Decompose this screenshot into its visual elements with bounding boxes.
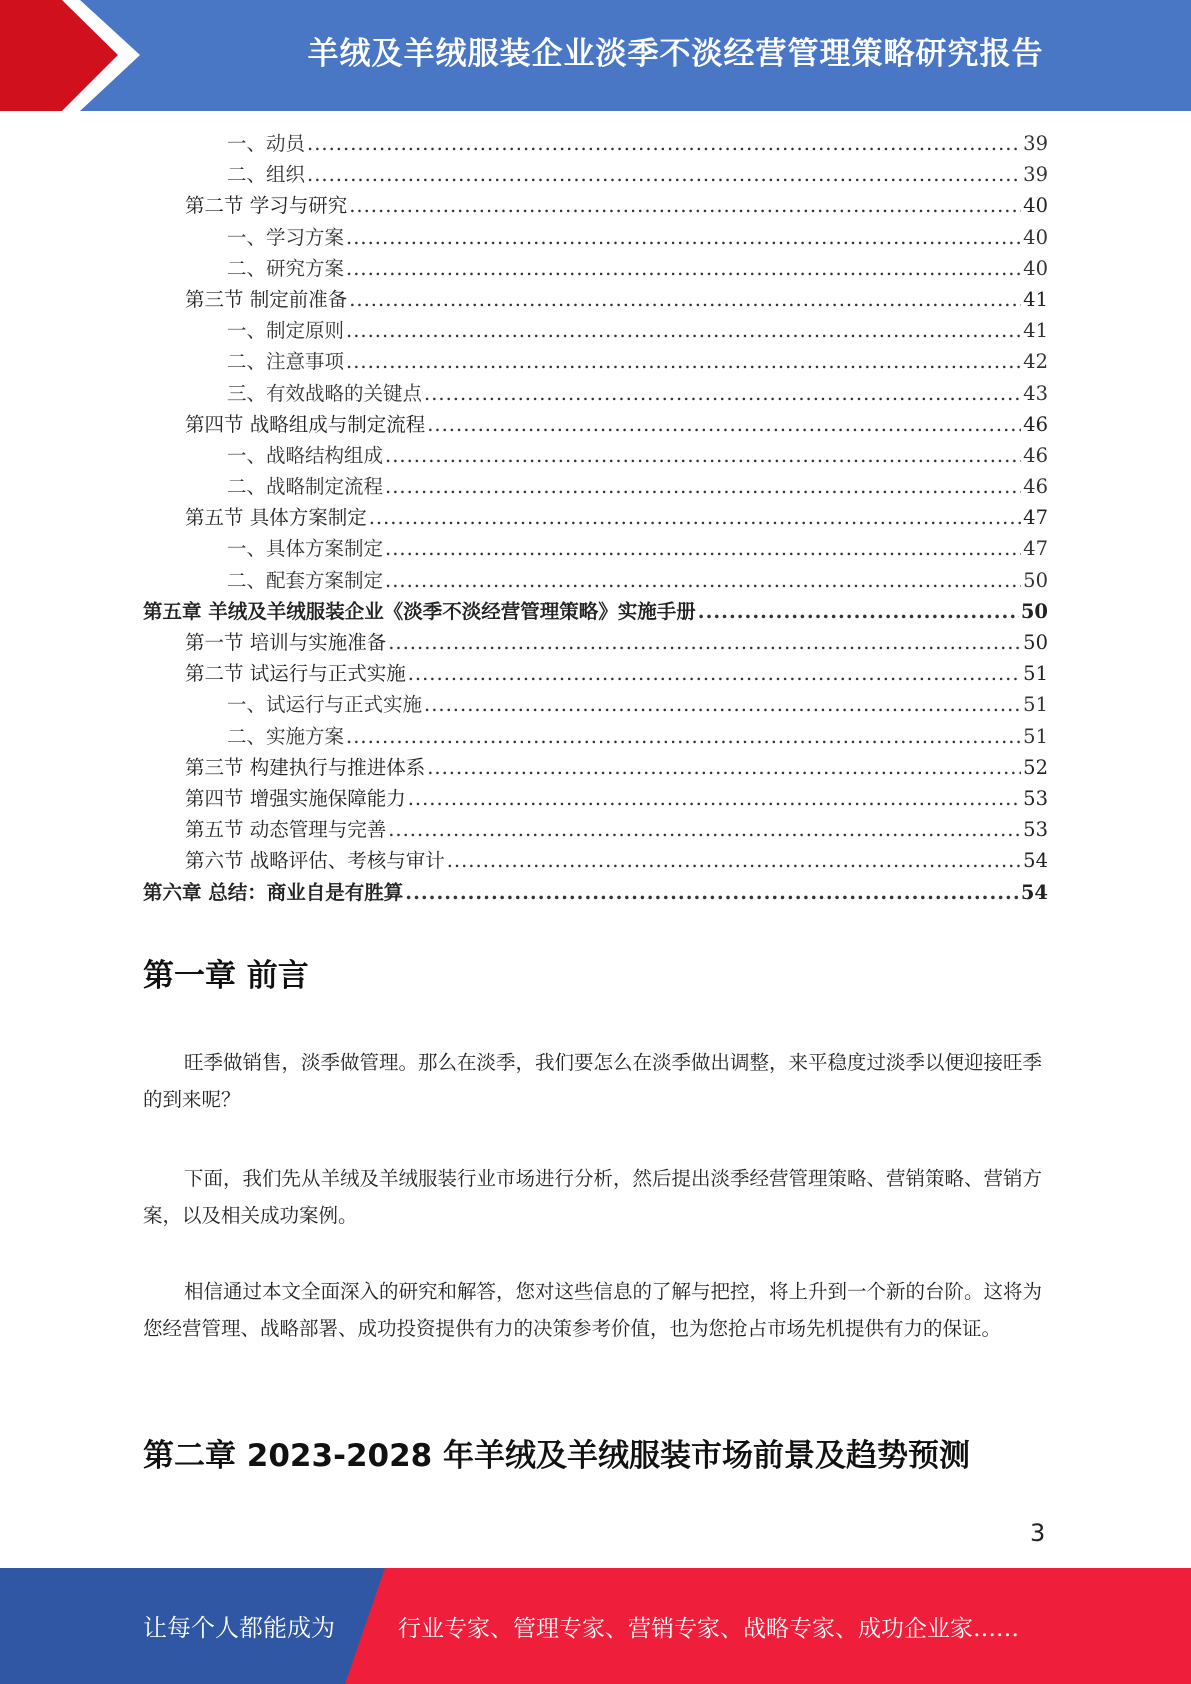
toc-entry-label: 第二节 试运行与正式实施: [185, 662, 406, 686]
toc-entry-label: 二、注意事项: [227, 350, 345, 374]
footer-slogan-left: 让每个人都能成为: [143, 1614, 335, 1642]
chapter-1-paragraph-1: 旺季做销售，淡季做管理。那么在淡季，我们要怎么在淡季做出调整，来平稳度过淡季以便迎接旺季的到来呢？: [143, 1051, 1043, 1111]
toc-dot-leader: [307, 159, 1021, 190]
toc-entry-page-number: 40: [1023, 256, 1048, 280]
toc-dot-leader: [346, 222, 1021, 253]
toc-entry-label: 第三节 构建执行与推进体系: [185, 755, 426, 779]
toc-dot-leader: [424, 378, 1021, 409]
toc-entry-label: 二、实施方案: [227, 724, 345, 748]
toc-dot-leader: [385, 533, 1021, 564]
toc-entry[interactable]: [143, 845, 1048, 876]
toc-entry-label: 第四节 战略组成与制定流程: [185, 412, 426, 436]
toc-entry-page-number: 51: [1023, 724, 1048, 748]
toc-dot-leader: [427, 752, 1021, 783]
toc-entry-page-number: 50: [1023, 568, 1048, 592]
header-red-chevron-icon: [0, 0, 160, 111]
toc-entry[interactable]: [143, 440, 1048, 471]
toc-dot-leader: [349, 190, 1021, 221]
toc-entry-page-number: 39: [1023, 163, 1048, 187]
toc-entry-page-number: 52: [1023, 755, 1048, 779]
toc-entry-label: 二、配套方案制定: [227, 568, 384, 592]
toc-entry-page-number: 51: [1023, 662, 1048, 686]
toc-entry[interactable]: [143, 627, 1048, 658]
toc-dot-leader: [346, 253, 1021, 284]
toc-dot-leader: [349, 284, 1021, 315]
toc-dot-leader: [388, 627, 1021, 658]
toc-entry-label: 第六章 总结：商业自是有胜算: [143, 880, 404, 904]
toc-dot-leader: [408, 658, 1021, 689]
toc-dot-leader: [427, 409, 1021, 440]
toc-entry-label: 一、学习方案: [227, 225, 345, 249]
toc-entry-page-number: 51: [1023, 693, 1048, 717]
toc-dot-leader: [346, 721, 1021, 752]
toc-entry[interactable]: [143, 752, 1048, 783]
toc-entry[interactable]: [143, 596, 1048, 627]
toc-entry-page-number: 39: [1023, 132, 1048, 155]
toc-dot-leader: [307, 128, 1021, 159]
toc-entry-label: 第二节 学习与研究: [185, 194, 348, 218]
toc-entry[interactable]: [143, 222, 1048, 253]
toc-entry-label: 第四节 增强实施保障能力: [185, 786, 406, 810]
toc-entry-page-number: 41: [1023, 319, 1048, 343]
toc-entry[interactable]: [143, 814, 1048, 845]
toc-entry-label: 一、制定原则: [227, 319, 345, 343]
toc-dot-leader: [698, 596, 1019, 627]
toc-entry-label: 二、研究方案: [227, 256, 345, 280]
toc-entry[interactable]: [143, 471, 1048, 502]
toc-dot-leader: [346, 346, 1021, 377]
toc-entry-label: 第三节 制定前准备: [185, 287, 348, 311]
toc-entry[interactable]: [143, 409, 1048, 440]
toc-entry-page-number: 54: [1020, 880, 1048, 904]
chapter-1-paragraph-3: 相信通过本文全面深入的研究和解答，您对这些信息的了解与把控，将上升到一个新的台阶。这将为您经营管理、战略部署、成功投资提供有力的决策参考价值，也为您抢占市场先机提供有力的保证。: [143, 1280, 1043, 1340]
toc-dot-leader: [408, 783, 1021, 814]
toc-entry[interactable]: [143, 877, 1048, 908]
toc-dot-leader: [385, 440, 1021, 471]
toc-entry-page-number: 43: [1023, 381, 1048, 405]
toc-entry[interactable]: [143, 658, 1048, 689]
toc-entry[interactable]: [143, 565, 1048, 596]
toc-dot-leader: [388, 814, 1021, 845]
toc-entry[interactable]: [143, 315, 1048, 346]
toc-entry-page-number: 46: [1023, 475, 1048, 499]
toc-entry-label: 一、试运行与正式实施: [227, 693, 423, 717]
chapter-1-paragraph-2: 下面，我们先从羊绒及羊绒服装行业市场进行分析，然后提出淡季经营管理策略、营销策略、营销方案，以及相关成功案例。: [143, 1167, 1043, 1227]
toc-entry-page-number: 53: [1023, 818, 1048, 842]
toc-entry-page-number: 42: [1023, 350, 1048, 374]
toc-entry[interactable]: [143, 378, 1048, 409]
toc-dot-leader: [369, 502, 1021, 533]
header-banner: [0, 0, 1191, 111]
toc-entry-label: 第六节 战略评估、考核与审计: [185, 849, 445, 873]
toc-entry-label: 一、战略结构组成: [227, 443, 384, 467]
table-of-contents: [143, 128, 1048, 908]
toc-dot-leader: [385, 471, 1021, 502]
toc-entry-page-number: 50: [1023, 631, 1048, 654]
toc-entry-page-number: 47: [1023, 537, 1048, 561]
toc-entry-label: 第五节 具体方案制定: [185, 506, 367, 530]
toc-entry[interactable]: [143, 284, 1048, 315]
toc-dot-leader: [346, 315, 1021, 346]
toc-entry-page-number: 54: [1023, 849, 1048, 873]
toc-dot-leader: [447, 845, 1021, 876]
toc-entry[interactable]: [143, 533, 1048, 564]
toc-entry-label: 一、动员: [227, 132, 306, 155]
footer-banner: [0, 1568, 1191, 1684]
toc-entry-page-number: 41: [1023, 287, 1048, 311]
toc-entry-label: 一、具体方案制定: [227, 537, 384, 561]
toc-entry[interactable]: [143, 190, 1048, 221]
toc-dot-leader: [405, 877, 1019, 908]
toc-entry-page-number: 47: [1023, 506, 1048, 530]
toc-entry-page-number: 46: [1023, 443, 1048, 467]
toc-entry[interactable]: [143, 721, 1048, 752]
toc-entry-page-number: 50: [1020, 599, 1048, 623]
toc-dot-leader: [424, 689, 1021, 720]
toc-entry-label: 三、有效战略的关键点: [227, 381, 423, 405]
toc-entry-page-number: 46: [1023, 412, 1048, 436]
toc-entry[interactable]: [143, 783, 1048, 814]
header-title: 羊绒及羊绒服装企业淡季不淡经营管理策略研究报告: [307, 36, 1044, 72]
toc-entry[interactable]: [143, 253, 1048, 284]
toc-entry[interactable]: [143, 689, 1048, 720]
page-number: 3: [1030, 1519, 1046, 1547]
toc-entry-label: 二、战略制定流程: [227, 475, 384, 499]
toc-entry[interactable]: [143, 346, 1048, 377]
toc-entry[interactable]: [143, 128, 1048, 159]
toc-entry-label: 第五章 羊绒及羊绒服装企业《淡季不淡经营管理策略》实施手册: [143, 599, 696, 623]
toc-entry-page-number: 40: [1023, 194, 1048, 218]
toc-entry-label: 第五节 动态管理与完善: [185, 818, 387, 842]
toc-entry-label: 二、组织: [227, 163, 306, 187]
toc-entry-page-number: 40: [1023, 225, 1048, 249]
chapter-2-heading: 第二章 2023-2028 年羊绒及羊绒服装市场前景及趋势预测: [143, 1438, 971, 1474]
toc-entry[interactable]: [143, 502, 1048, 533]
chapter-1-heading: 第一章 前言: [143, 958, 309, 994]
toc-entry-page-number: 53: [1023, 786, 1048, 810]
toc-entry[interactable]: [143, 159, 1048, 190]
toc-entry-label: 第一节 培训与实施准备: [185, 631, 387, 654]
toc-dot-leader: [385, 565, 1021, 596]
footer-slogan-right: 行业专家、管理专家、营销专家、战略专家、成功企业家……: [398, 1616, 1019, 1642]
